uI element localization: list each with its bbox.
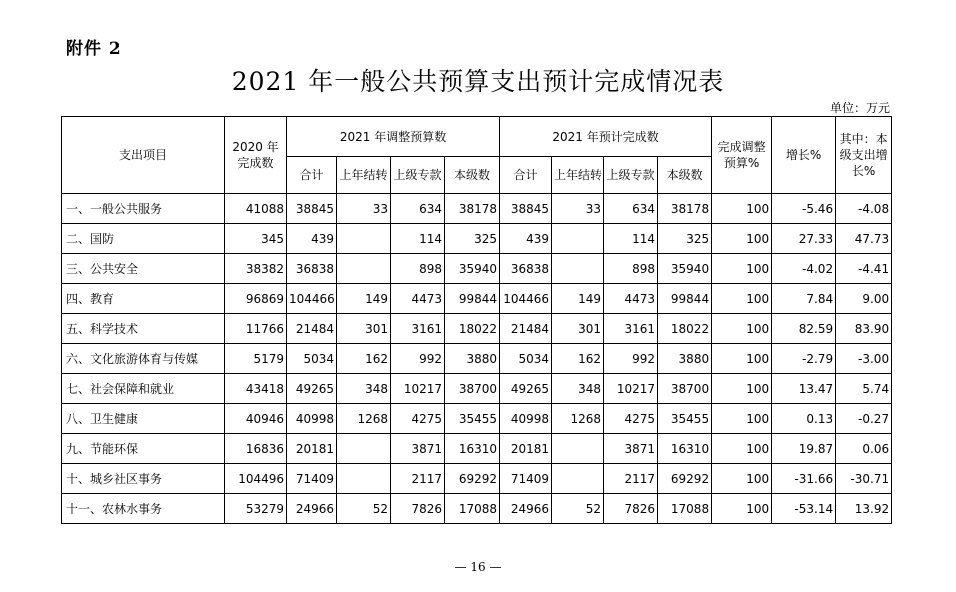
table-cell: 49265	[287, 374, 337, 404]
table-cell: -4.02	[772, 254, 836, 284]
table-cell: 4473	[604, 284, 658, 314]
table-cell: 898	[391, 254, 445, 284]
table-cell: 5034	[500, 344, 552, 374]
table-cell: -2.79	[772, 344, 836, 374]
table-cell: 100	[712, 404, 772, 434]
table-cell: 10217	[391, 374, 445, 404]
table-cell: 40946	[225, 404, 287, 434]
subheader-local: 本级数	[445, 157, 500, 194]
table-cell	[552, 224, 604, 254]
table-cell: 898	[604, 254, 658, 284]
table-cell: -4.08	[836, 194, 892, 224]
table-cell: 3161	[604, 314, 658, 344]
subheader-total: 合计	[500, 157, 552, 194]
table-cell: 24966	[287, 494, 337, 524]
table-cell: 100	[712, 284, 772, 314]
row-label: 七、社会保障和就业	[62, 374, 225, 404]
table-row	[62, 434, 892, 464]
table-cell: 100	[712, 434, 772, 464]
table-cell: 149	[552, 284, 604, 314]
header-local-growth: 其中：本级支出增长%	[836, 117, 892, 194]
table-cell: 3880	[658, 344, 712, 374]
table-cell: -4.41	[836, 254, 892, 284]
table-cell: 38700	[658, 374, 712, 404]
table-cell: 100	[712, 344, 772, 374]
table-cell: 38845	[500, 194, 552, 224]
table-cell: 4275	[604, 404, 658, 434]
row-label: 二、国防	[62, 224, 225, 254]
table-cell: 439	[287, 224, 337, 254]
table-cell: 5179	[225, 344, 287, 374]
table-cell: 16310	[658, 434, 712, 464]
table-cell: 100	[712, 464, 772, 494]
table-cell	[552, 254, 604, 284]
table-cell: 301	[337, 314, 391, 344]
table-cell: 83.90	[836, 314, 892, 344]
table-cell: 4275	[391, 404, 445, 434]
row-label: 九、节能环保	[62, 434, 225, 464]
table-cell: 16836	[225, 434, 287, 464]
table-cell: 634	[604, 194, 658, 224]
table-cell: 33	[552, 194, 604, 224]
table-cell: 3161	[391, 314, 445, 344]
table-cell: 43418	[225, 374, 287, 404]
table-cell: 52	[337, 494, 391, 524]
budget-table	[61, 116, 892, 524]
table-cell: 100	[712, 224, 772, 254]
table-cell: 104466	[287, 284, 337, 314]
table-cell: 13.92	[836, 494, 892, 524]
table-cell: 325	[445, 224, 500, 254]
table-cell: 16310	[445, 434, 500, 464]
table-body	[62, 194, 892, 524]
table-cell: 100	[712, 374, 772, 404]
table-cell: 2117	[391, 464, 445, 494]
table-cell: 38700	[445, 374, 500, 404]
table-cell: 13.47	[772, 374, 836, 404]
table-cell: -30.71	[836, 464, 892, 494]
table-cell: 345	[225, 224, 287, 254]
table-cell: 1268	[552, 404, 604, 434]
table-cell: 100	[712, 194, 772, 224]
table-cell: 24966	[500, 494, 552, 524]
row-label: 十、城乡社区事务	[62, 464, 225, 494]
header-completion-pct: 完成调整预算%	[712, 117, 772, 194]
table-cell: 49265	[500, 374, 552, 404]
table-cell: 5.74	[836, 374, 892, 404]
table-cell: 5034	[287, 344, 337, 374]
table-cell: 104496	[225, 464, 287, 494]
row-label: 一、一般公共服务	[62, 194, 225, 224]
table-cell: 17088	[658, 494, 712, 524]
table-row	[62, 494, 892, 524]
page-title: 2021 年一般公共预算支出预计完成情况表	[231, 67, 725, 96]
table-cell: 162	[552, 344, 604, 374]
table-cell: 100	[712, 254, 772, 284]
table-cell: 47.73	[836, 224, 892, 254]
table-cell: 9.00	[836, 284, 892, 314]
table-row	[62, 404, 892, 434]
table-cell: 114	[604, 224, 658, 254]
table-cell: -31.66	[772, 464, 836, 494]
table-cell: -0.27	[836, 404, 892, 434]
table-cell	[552, 464, 604, 494]
table-cell: 33	[337, 194, 391, 224]
table-row	[62, 464, 892, 494]
row-label: 六、文化旅游体育与传媒	[62, 344, 225, 374]
table-cell: -3.00	[836, 344, 892, 374]
table-cell: 439	[500, 224, 552, 254]
header-growth: 增长%	[772, 117, 836, 194]
table-cell: 53279	[225, 494, 287, 524]
table-cell: 7826	[391, 494, 445, 524]
table-cell: 38382	[225, 254, 287, 284]
table-cell: 348	[337, 374, 391, 404]
row-label: 十一、农林水事务	[62, 494, 225, 524]
table-cell: 71409	[500, 464, 552, 494]
table-cell: 100	[712, 314, 772, 344]
table-cell	[337, 224, 391, 254]
table-cell: 0.13	[772, 404, 836, 434]
row-label: 五、科学技术	[62, 314, 225, 344]
header-expected-completion: 2021 年预计完成数	[500, 117, 712, 157]
table-cell: 35940	[658, 254, 712, 284]
row-label: 四、教育	[62, 284, 225, 314]
subheader-carryover: 上年结转	[552, 157, 604, 194]
table-cell: 104466	[500, 284, 552, 314]
table-cell: 0.06	[836, 434, 892, 464]
table-row	[62, 344, 892, 374]
table-cell: 11766	[225, 314, 287, 344]
table-cell: 18022	[445, 314, 500, 344]
table-cell: 99844	[445, 284, 500, 314]
table-cell: 40998	[287, 404, 337, 434]
table-cell: 3871	[604, 434, 658, 464]
table-cell: 36838	[500, 254, 552, 284]
table-cell: 41088	[225, 194, 287, 224]
table-cell: 21484	[500, 314, 552, 344]
table-cell: -5.46	[772, 194, 836, 224]
row-label: 八、卫生健康	[62, 404, 225, 434]
table-cell: 18022	[658, 314, 712, 344]
table-cell: 35455	[658, 404, 712, 434]
table-cell: 3880	[445, 344, 500, 374]
table-row	[62, 194, 892, 224]
table-cell: 162	[337, 344, 391, 374]
table-cell: 99844	[658, 284, 712, 314]
header-item: 支出项目	[62, 117, 225, 194]
table-cell: 69292	[658, 464, 712, 494]
table-cell: 7826	[604, 494, 658, 524]
table-cell: 634	[391, 194, 445, 224]
table-cell: -53.14	[772, 494, 836, 524]
table-cell: 10217	[604, 374, 658, 404]
table-cell: 38178	[658, 194, 712, 224]
subheader-special-funds: 上级专款	[604, 157, 658, 194]
table-row	[62, 374, 892, 404]
table-cell: 96869	[225, 284, 287, 314]
header-actual-2020: 2020 年完成数	[225, 117, 287, 194]
table-cell: 52	[552, 494, 604, 524]
table-cell: 35940	[445, 254, 500, 284]
table-cell	[552, 434, 604, 464]
table-cell: 35455	[445, 404, 500, 434]
table-cell: 27.33	[772, 224, 836, 254]
subheader-local: 本级数	[658, 157, 712, 194]
table-cell: 992	[604, 344, 658, 374]
table-row	[62, 224, 892, 254]
table-cell: 301	[552, 314, 604, 344]
table-cell: 21484	[287, 314, 337, 344]
table-row	[62, 284, 892, 314]
table-cell: 36838	[287, 254, 337, 284]
table-cell: 20181	[287, 434, 337, 464]
table-cell	[337, 464, 391, 494]
table-cell: 7.84	[772, 284, 836, 314]
table-cell: 82.59	[772, 314, 836, 344]
table-cell: 1268	[337, 404, 391, 434]
table-row	[62, 254, 892, 284]
row-label: 三、公共安全	[62, 254, 225, 284]
table-cell: 20181	[500, 434, 552, 464]
page-number: — 16 —	[454, 560, 502, 574]
table-cell: 2117	[604, 464, 658, 494]
table-cell: 149	[337, 284, 391, 314]
table-row	[62, 314, 892, 344]
header-adjusted-budget: 2021 年调整预算数	[287, 117, 500, 157]
table-cell: 38845	[287, 194, 337, 224]
table-cell	[337, 434, 391, 464]
table-cell: 325	[658, 224, 712, 254]
table-cell: 992	[391, 344, 445, 374]
table-cell: 38178	[445, 194, 500, 224]
table-cell: 114	[391, 224, 445, 254]
table-cell: 40998	[500, 404, 552, 434]
table-cell: 69292	[445, 464, 500, 494]
subheader-carryover: 上年结转	[337, 157, 391, 194]
table-cell: 348	[552, 374, 604, 404]
table-cell: 19.87	[772, 434, 836, 464]
table-cell: 17088	[445, 494, 500, 524]
table-cell	[337, 254, 391, 284]
attachment-label: 附件 2	[66, 39, 122, 59]
subheader-special-funds: 上级专款	[391, 157, 445, 194]
unit-label: 单位：万元	[829, 101, 890, 115]
table-cell: 4473	[391, 284, 445, 314]
table-cell: 71409	[287, 464, 337, 494]
subheader-total: 合计	[287, 157, 337, 194]
table-cell: 3871	[391, 434, 445, 464]
table-cell: 100	[712, 494, 772, 524]
